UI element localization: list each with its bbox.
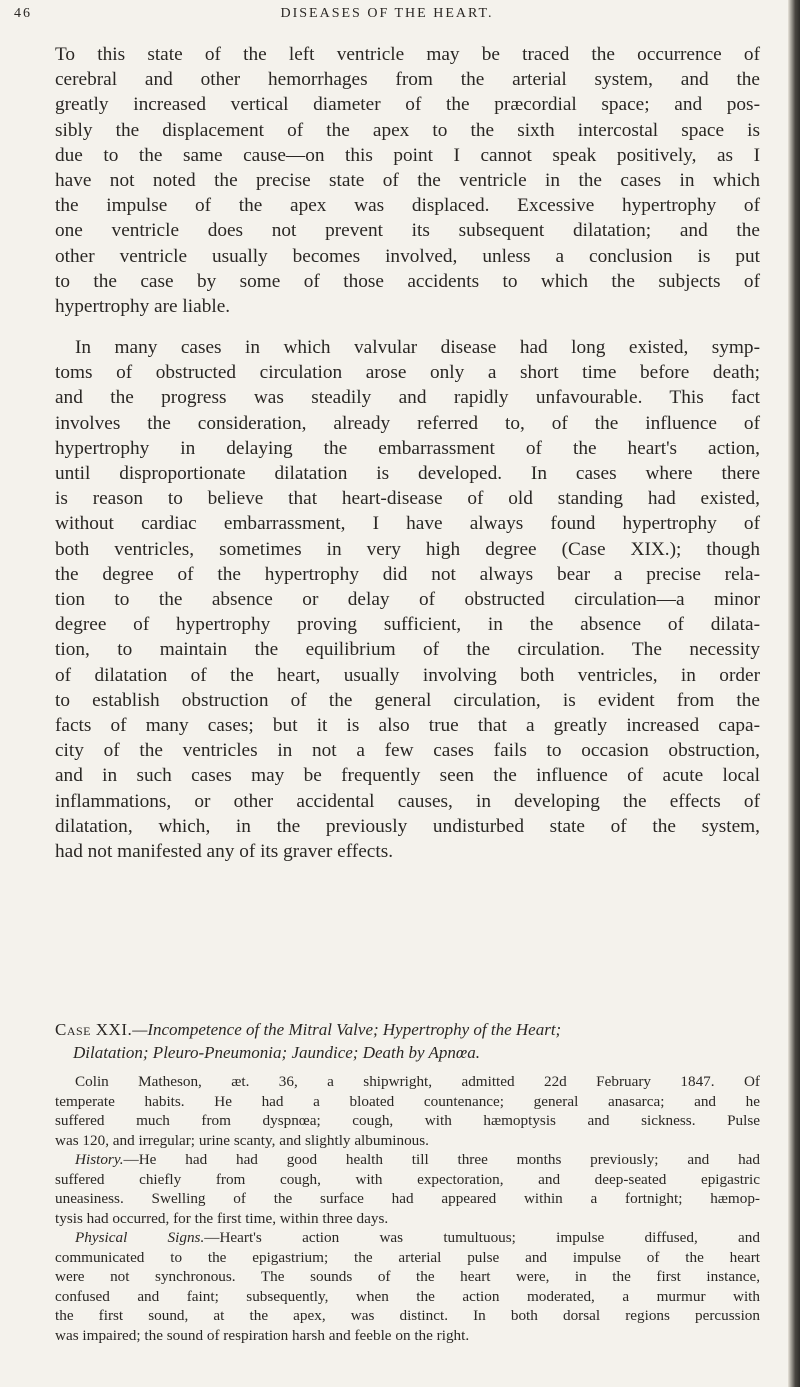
paragraph-1 [55, 42, 760, 319]
physical-signs-line: was impaired; the sound of respiration harsh and feeble on the right. [55, 1326, 470, 1344]
physical-signs-section [55, 1228, 760, 1346]
case-intro-line: Colin Matheson, æt. 36, a shipwright, admitted 22d February 1847. Of [75, 1073, 760, 1090]
paragraph-2-line: without cardiac embarrassment, I have always found hypertrophy of [55, 513, 760, 535]
paragraph-1-line: other ventricle usually becomes involved, unless a conclusion is put [55, 245, 760, 267]
paragraph-2-line: city of the ventricles in not a few cases fails to occasion obstruction, [55, 740, 760, 762]
case-heading [55, 1018, 760, 1064]
history-line: uneasiness. Swelling of the surface had appeared within a fortnight; hæmop- [55, 1190, 760, 1208]
paragraph-2-line: inflammations, or other accidental causes, in developing the effects of [55, 790, 760, 812]
paragraph-2-line: the degree of the hypertrophy did not always bear a precise rela- [55, 563, 760, 585]
paragraph-1-line: the impulse of the apex was displaced. Excessive hypertrophy of [55, 195, 760, 217]
paragraph-2-line: had not manifested any of its graver effects. [55, 841, 394, 863]
paragraph-1-line: to the case by some of those accidents to which the subjects of [55, 270, 760, 292]
running-title: DISEASES OF THE HEART. [280, 6, 494, 21]
paragraph-1-line: To this state of the left ventricle may be traced the occurrence of [55, 44, 760, 65]
case-title-line-2: Dilatation; Pleuro-Pneumonia; Jaundice; Death by Apnœa. [73, 1043, 480, 1062]
case-intro-line: temperate habits. He had a bloated countenance; general anasarca; and he [55, 1092, 760, 1110]
history-line: tysis had occurred, for the first time, within three days. [55, 1209, 389, 1227]
paragraph-2-line: tion to the absence or delay of obstructed circulation—a minor [55, 589, 760, 611]
paragraph-2-line: is reason to believe that heart-disease of old standing had existed, [55, 488, 760, 510]
paragraph-2-line: degree of hypertrophy proving sufficient, in the absence of dilata- [55, 614, 760, 636]
paragraph-2-line: involves the consideration, already referred to, of the influence of [55, 412, 760, 434]
case-intro-line: was 120, and irregular; urine scanty, and slightly albuminous. [55, 1131, 429, 1149]
case-title-line-1: —Incompetence of the Mitral Valve; Hypertrophy of the Heart; [132, 1020, 562, 1039]
case-intro [55, 1072, 760, 1150]
history-line: —He had had good health till three months previously; and had [123, 1151, 760, 1168]
paragraph-1-line: one ventricle does not prevent its subsequent dilatation; and the [55, 220, 760, 242]
paragraph-2-line: of dilatation of the heart, usually involving both ventricles, in order [55, 664, 760, 686]
physical-signs-label: Physical Signs. [75, 1229, 205, 1246]
history-label: History. [75, 1151, 124, 1168]
history-section [55, 1150, 760, 1228]
physical-signs-line: were not synchronous. The sounds of the heart were, in the first instance, [55, 1268, 760, 1286]
paragraph-1-line: due to the same cause—on this point I cannot speak positively, as I [55, 144, 760, 166]
paragraph-2-line: and the progress was steadily and rapidly unfavourable. This fact [55, 387, 760, 409]
paragraph-1-line: cerebral and other hemorrhages from the arterial system, and the [55, 69, 760, 91]
physical-signs-line: —Heart's action was tumultuous; impulse diffused, and [204, 1229, 760, 1246]
case-label: Case XXI. [55, 1020, 133, 1039]
page-number: 46 [14, 6, 32, 21]
paragraph-2-line: both ventricles, sometimes in very high degree (Case XIX.); though [55, 538, 760, 560]
paragraph-2-line: toms of obstructed circulation arose only a short time before death; [55, 362, 760, 384]
paragraph-2-line: dilatation, which, in the previously undisturbed state of the system, [55, 815, 760, 837]
case-intro-line: suffered much from dyspnœa; cough, with hæmoptysis and sickness. Pulse [55, 1112, 760, 1130]
paragraph-2-line: facts of many cases; but it is also true that a greatly increased capa- [55, 715, 760, 737]
paragraph-1-line: have not noted the precise state of the ventricle in the cases in which [55, 170, 760, 192]
paragraph-2-line: and in such cases may be frequently seen the influence of acute local [55, 765, 760, 787]
history-line: suffered chiefly from cough, with expectoration, and deep-seated epigastric [55, 1170, 760, 1188]
physical-signs-line: confused and faint; subsequently, when the action moderated, a murmur with [55, 1287, 760, 1305]
paragraph-1-line: sibly the displacement of the apex to the sixth intercostal space is [55, 119, 760, 141]
paragraph-2-line: hypertrophy in delaying the embarrassment of the heart's action, [55, 437, 760, 459]
running-head [14, 6, 760, 28]
physical-signs-line: communicated to the epigastrium; the arterial pulse and impulse of the heart [55, 1248, 760, 1266]
physical-signs-line: the first sound, at the apex, was distinct. In both dorsal regions percussion [55, 1307, 760, 1325]
paragraph-1-line: hypertrophy are liable. [55, 296, 231, 318]
paragraph-2 [55, 335, 760, 864]
paragraph-2-line: In many cases in which valvular disease had long existed, symp- [75, 337, 760, 358]
paragraph-2-line: to establish obstruction of the general circulation, is evident from the [55, 689, 760, 711]
paragraph-2-line: until disproportionate dilatation is developed. In cases where there [55, 463, 760, 485]
paragraph-1-line: greatly increased vertical diameter of the præcordial space; and pos- [55, 94, 760, 116]
page-edge-shadow [788, 0, 800, 1387]
paragraph-2-line: tion, to maintain the equilibrium of the circulation. The necessity [55, 639, 760, 661]
